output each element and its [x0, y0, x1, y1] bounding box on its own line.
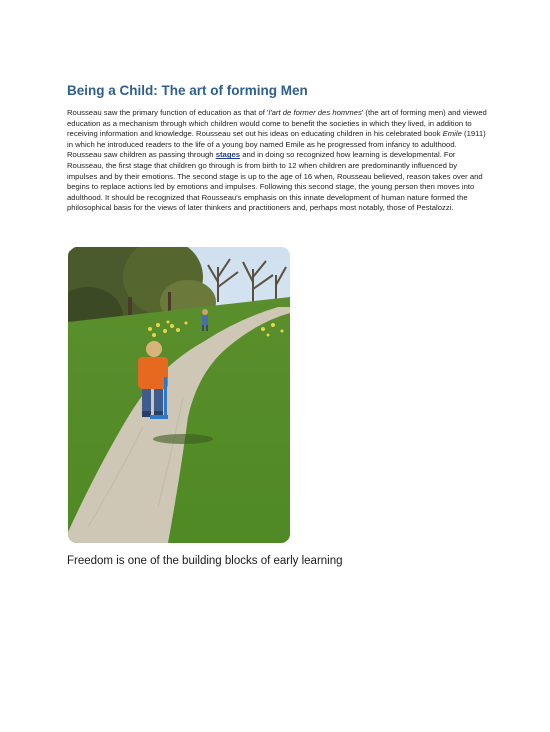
paragraph-text-3: (1911) in which he introduced readers to the life of a young boy named Emile as he progressed from infancy to adulthood. Rousseau saw children as passing through [67, 129, 486, 160]
book-title: Emile [442, 129, 462, 139]
photo-illustration [68, 247, 290, 543]
children-on-path-photo [68, 247, 290, 543]
french-quote: l'art de former des hommes [268, 108, 362, 117]
body-paragraph [67, 108, 487, 214]
paragraph-text-4: and in doing so recognized how learning is developmental. For Rousseau, the first stage that children go through is from birth to 12 when children are predominantly influenced by impulses and by their emotions. The second stage is up to the age of 16 when, Rousseau believed, reason takes over and begins to replace actions led by emotions and impulses. Following this second stage, the young person then moves into adulthood. It should be recognized that Rousseau's emphasis on this innate development of human nature formed the philosophical basis for the views of later thinkers and practitioners and, perhaps most notably, those of Pestalozzi. [67, 150, 483, 213]
section-heading: Being a Child: The art of forming Men [67, 83, 308, 98]
paragraph-text-1: Rousseau saw the primary function of education as that of ' [67, 108, 269, 117]
paragraph-text-2: ' (the art of forming men) and viewed education as a mechanism through which children would come to benefit the societies in which they lived, in addition to receiving information and knowledge. Rousseau set out his ideas on educating children in his celebrated book [67, 108, 487, 139]
stages-link[interactable]: stages [215, 150, 241, 160]
photo-caption: Freedom is one of the building blocks of early learning [67, 555, 343, 567]
